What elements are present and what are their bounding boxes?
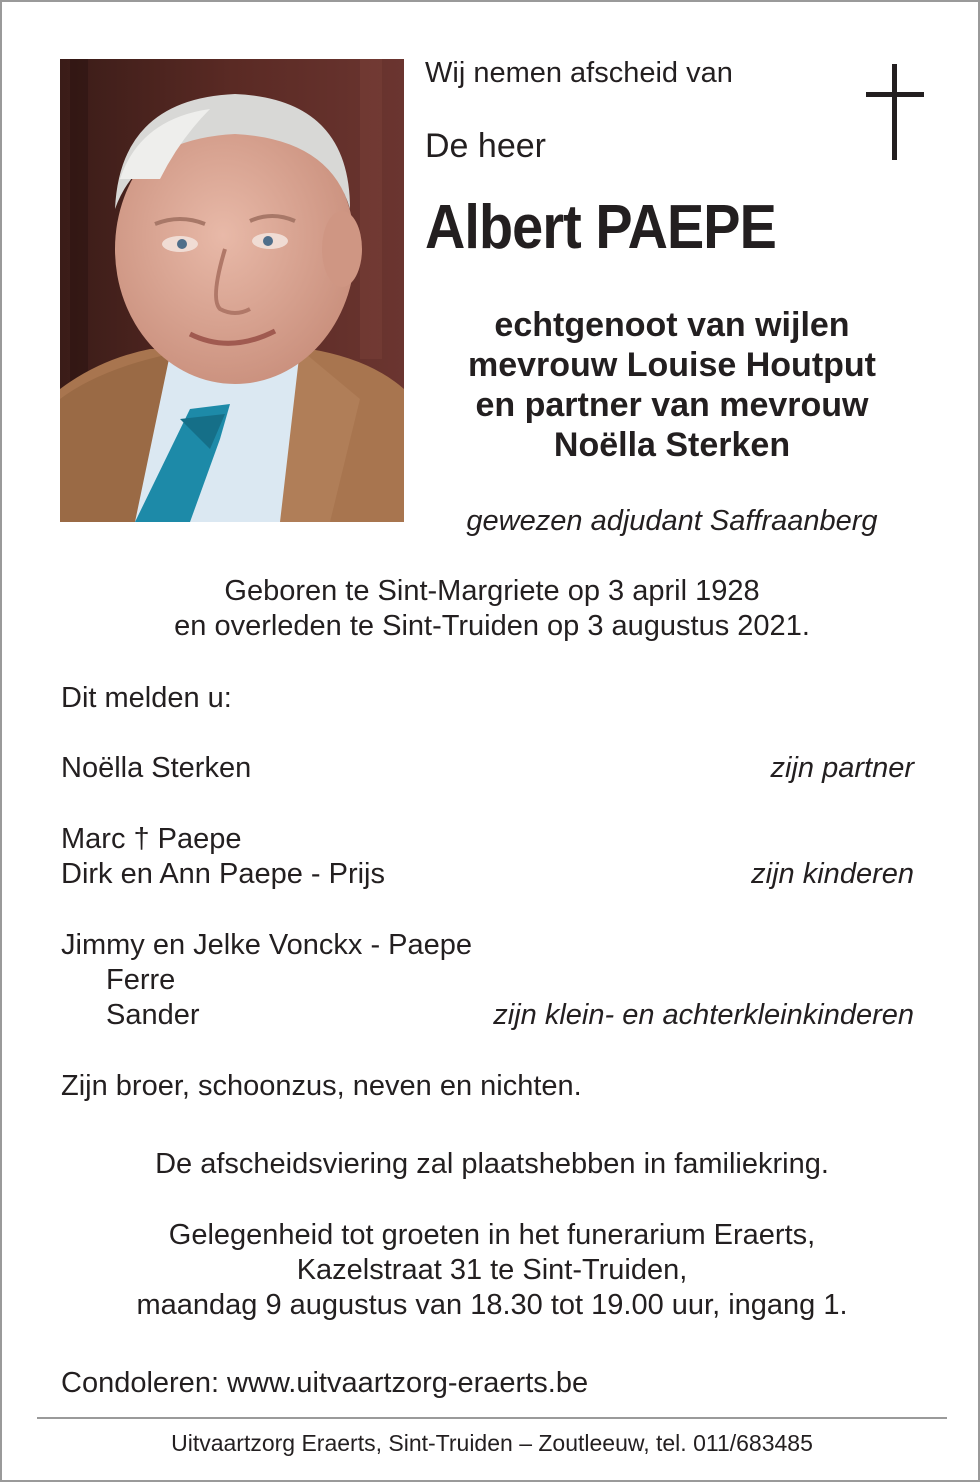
footer-divider xyxy=(37,1417,947,1419)
other-relatives: Zijn broer, schoonzus, neven en nichten. xyxy=(61,1070,582,1102)
visitation-line: maandag 9 augustus van 18.30 tot 19.00 uur, ingang 1. xyxy=(136,1289,848,1321)
latin-cross-icon xyxy=(866,64,924,160)
spouse-line: Noëlla Sterken xyxy=(553,426,791,464)
great-grandchild-name: Sander xyxy=(106,999,200,1031)
visitation-line: Gelegenheid tot groeten in het funerarium Eraerts, xyxy=(168,1219,816,1251)
spouse-line: mevrouw Louise Houtput xyxy=(468,346,876,384)
partner-relation: zijn partner xyxy=(770,752,914,784)
grandchildren-relation: zijn klein- en achterkleinkinderen xyxy=(493,999,914,1031)
condolences-link[interactable]: Condoleren: www.uitvaartzorg-eraerts.be xyxy=(61,1367,589,1399)
spouse-block xyxy=(432,305,912,465)
visitation-block xyxy=(2,1218,980,1323)
announce-text: Dit melden u: xyxy=(61,682,232,714)
children-relation: zijn kinderen xyxy=(751,858,914,890)
intro-text: Wij nemen afscheid van xyxy=(425,57,733,89)
great-grandchild-name: Ferre xyxy=(106,964,176,996)
grandchild-name: Jimmy en Jelke Vonckx - Paepe xyxy=(61,929,473,961)
child-name: Marc † Paepe xyxy=(61,823,242,855)
occupation: gewezen adjudant Saffraanberg xyxy=(466,505,878,537)
spouse-line: echtgenoot van wijlen xyxy=(494,306,850,344)
deceased-name: Albert PAEPE xyxy=(425,193,776,262)
child-name: Dirk en Ann Paepe - Prijs xyxy=(61,858,385,890)
birth-death-block xyxy=(2,574,980,644)
partner-name: Noëlla Sterken xyxy=(61,752,252,784)
death-line: en overleden te Sint-Truiden op 3 augustus 2021. xyxy=(174,610,810,642)
title-prefix: De heer xyxy=(425,127,546,165)
birth-line: Geboren te Sint-Margriete op 3 april 1928 xyxy=(224,575,760,607)
portrait-photo xyxy=(60,59,404,522)
ceremony-text: De afscheidsviering zal plaatshebben in familiekring. xyxy=(155,1148,829,1180)
spouse-line: en partner van mevrouw xyxy=(475,386,869,424)
visitation-line: Kazelstraat 31 te Sint-Truiden, xyxy=(296,1254,688,1286)
portrait-illustration xyxy=(60,59,404,522)
footer-text: Uitvaartzorg Eraerts, Sint-Truiden – Zoutleeuw, tel. 011/683485 xyxy=(171,1430,813,1456)
